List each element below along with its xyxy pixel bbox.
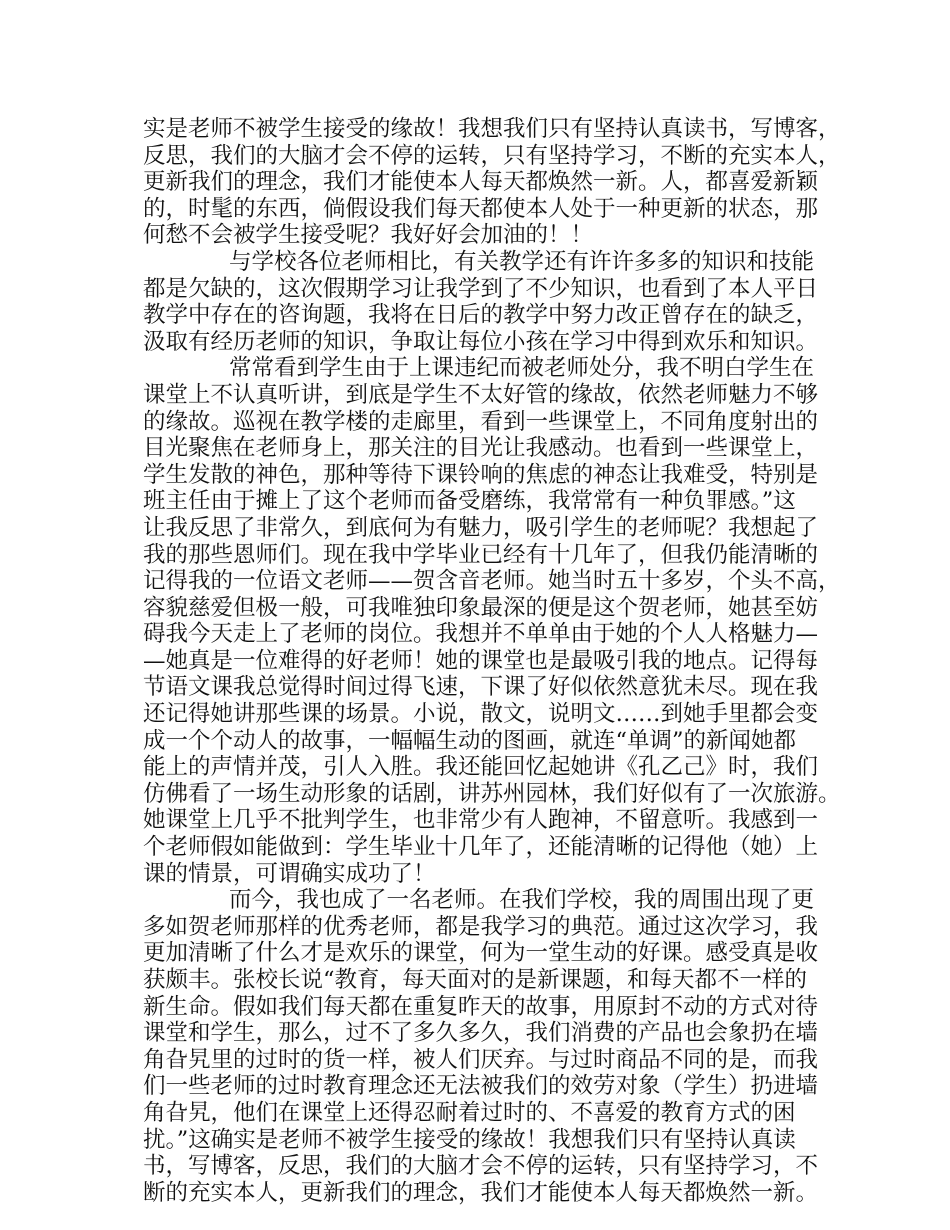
text-line: 们一些老师的过时教育理念还无法被我们的效劳对象（学生）扔进墙 bbox=[143, 1073, 819, 1100]
text-line: 多如贺老师那样的优秀老师，都是我学习的典范。通过这次学习，我 bbox=[143, 913, 819, 940]
text-line: 还记得她讲那些课的场景。小说，散文，说明文……到她手里都会变 bbox=[143, 701, 819, 728]
text-line: 都是欠缺的，这次假期学习让我学到了不少知识，也看到了本人平日 bbox=[143, 275, 819, 302]
text-line: 断的充实本人，更新我们的理念，我们才能使本人每天都焕然一新。 bbox=[143, 1179, 819, 1206]
text-line: 更新我们的理念，我们才能使本人每天都焕然一新。人，都喜爱新颖 bbox=[143, 169, 819, 196]
text-line: 班主任由于摊上了这个老师而备受磨练，我常常有一种负罪感。”这 bbox=[143, 488, 796, 515]
text-line: 常常看到学生由于上课违纪而被老师处分，我不明白学生在 bbox=[229, 355, 815, 382]
text-line: 书，写博客，反思，我们的大脑才会不停的运转，只有坚持学习，不 bbox=[143, 1153, 819, 1180]
text-line: 扰。”这确实是老师不被学生接受的缘故！我想我们只有坚持认真读 bbox=[143, 1126, 796, 1153]
text-line: 教学中存在的咨询题，我将在日后的教学中努力改正曾存在的缺乏， bbox=[143, 302, 819, 329]
text-line: 个老师假如能做到：学生毕业十几年了，还能清晰的记得他（她）上 bbox=[143, 834, 819, 861]
text-line: 节语文课我总觉得时间过得飞速，下课了好似依然意犹未尽。现在我 bbox=[143, 674, 819, 701]
text-line: 她课堂上几乎不批判学生，也非常少有人跑神，不留意听。我感到一 bbox=[143, 807, 819, 834]
text-line: —她真是一位难得的好老师！她的课堂也是最吸引我的地点。记得每 bbox=[143, 647, 819, 674]
text-line: 而今，我也成了一名老师。在我们学校，我的周围出现了更 bbox=[229, 887, 815, 914]
text-line: 容貌慈爱但极一般，可我唯独印象最深的便是这个贺老师，她甚至妨 bbox=[143, 594, 819, 621]
text-line: 我的那些恩师们。现在我中学毕业已经有十几年了，但我仍能清晰的 bbox=[143, 541, 819, 568]
text-line: 仿佛看了一场生动形象的话剧，讲苏州园林，我们好似有了一次旅游。 bbox=[143, 780, 841, 807]
text-line: 课堂和学生，那么，过不了多久多久，我们消费的产品也会象扔在墙 bbox=[143, 1020, 819, 1047]
text-line: 碍我今天走上了老师的岗位。我想并不单单由于她的个人人格魅力— bbox=[143, 621, 819, 648]
text-line: 学生发散的神色，那种等待下课铃响的焦虑的神态让我难受，特别是 bbox=[143, 461, 819, 488]
text-line: 目光聚焦在老师身上，那关注的目光让我感动。也看到一些课堂上， bbox=[143, 435, 819, 462]
paragraph-start-line bbox=[143, 355, 823, 382]
text-line: 反思，我们的大脑才会不停的运转，只有坚持学习，不断的充实本人， bbox=[143, 142, 841, 169]
text-line: 的缘故。巡视在教学楼的走廊里，看到一些课堂上，不同角度射出的 bbox=[143, 408, 819, 435]
text-line: 成一个个动人的故事，一幅幅生动的图画，就连“单调”的新闻她都 bbox=[143, 727, 797, 754]
text-line: 角旮旯，他们在课堂上还得忍耐着过时的、不喜爱的教育方式的困 bbox=[143, 1099, 796, 1126]
body-text bbox=[143, 116, 841, 1206]
text-line: 角旮旯里的过时的货一样，被人们厌弃。与过时商品不同的是，而我 bbox=[143, 1046, 819, 1073]
text-line: 何愁不会被学生接受呢？我好好会加油的！！ bbox=[143, 222, 594, 249]
text-line: 的，时髦的东西，倘假设我们每天都使本人处于一种更新的状态，那 bbox=[143, 195, 819, 222]
text-line: 能上的声情并茂，引人入胜。我还能回忆起她讲《孔乙己》时，我们 bbox=[143, 754, 819, 781]
text-line: 实是老师不被学生接受的缘故！我想我们只有坚持认真读书，写博客， bbox=[143, 116, 841, 142]
text-line: 让我反思了非常久，到底何为有魅力，吸引学生的老师呢？我想起了 bbox=[143, 514, 819, 541]
text-line: 记得我的一位语文老师——贺含音老师。她当时五十多岁，个头不高， bbox=[143, 568, 841, 595]
paragraph-start-line bbox=[143, 887, 823, 914]
text-line: 汲取有经历老师的知识，争取让每位小孩在学习中得到欢乐和知识。 bbox=[143, 328, 819, 355]
text-line: 获颇丰。张校长说“教育，每天面对的是新课题，和每天都不一样的 bbox=[143, 967, 808, 993]
paragraph-start-line bbox=[143, 249, 823, 276]
text-line: 更加清晰了什么才是欢乐的课堂，何为一堂生动的好课。感受真是收 bbox=[143, 940, 819, 967]
text-line: 课的情景，可谓确实成功了！ bbox=[143, 860, 436, 887]
text-line: 与学校各位老师相比，有关教学还有许许多多的知识和技能 bbox=[229, 248, 815, 275]
text-line: 课堂上不认真听讲，到底是学生不太好管的缘故，依然老师魅力不够 bbox=[143, 381, 819, 408]
text-line: 新生命。假如我们每天都在重复昨天的故事，用原封不动的方式对待 bbox=[143, 993, 819, 1020]
